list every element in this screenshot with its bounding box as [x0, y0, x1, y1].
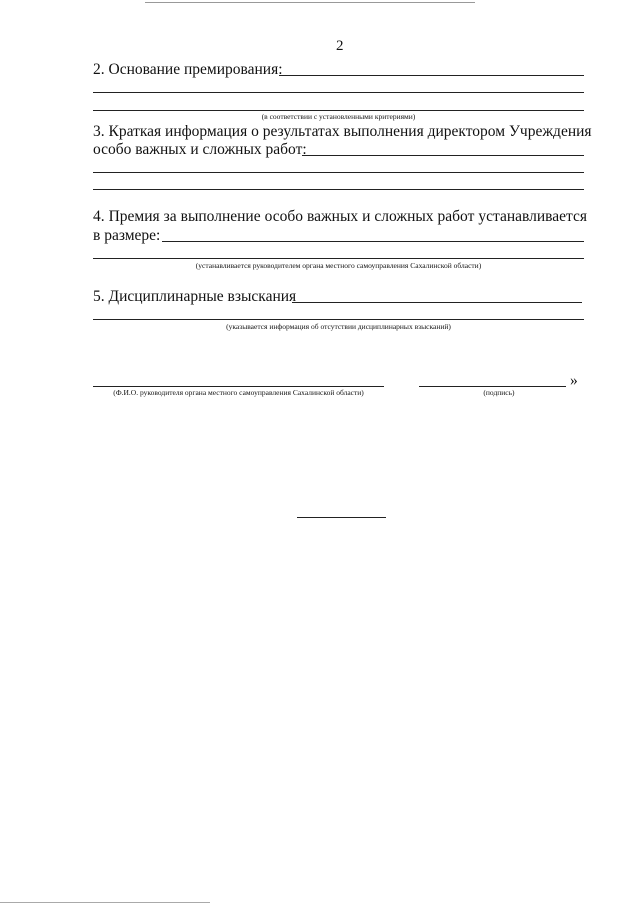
section-4-line-3 — [93, 258, 584, 259]
closing-quote-mark: » — [570, 372, 578, 389]
section-2-line-3 — [93, 110, 584, 111]
section-4-caption: (устанавливается руководителем органа местного самоуправления Сахалинской области) — [195, 261, 482, 270]
fio-caption: (Ф.И.О. руководителя органа местного самоуправления Сахалинской области) — [113, 388, 364, 397]
bottom-edge-line — [0, 902, 210, 903]
fio-line — [93, 386, 384, 387]
signature-caption: (подпись) — [483, 388, 515, 397]
top-edge-line — [145, 2, 475, 3]
section-5-caption: (указывается информация об отсутствии дисциплинарных взысканий) — [226, 322, 451, 331]
section-4-line-2: в размере: — [93, 227, 161, 244]
section-5-label: 5. Дисциплинарные взыскания — [93, 288, 297, 305]
section-4-line-1: 4. Премия за выполнение особо важных и сложных работ устанавливается — [93, 208, 587, 225]
section-3-line-2: особо важных и сложных работ: — [93, 141, 307, 158]
section-3-fill-line — [302, 155, 584, 156]
section-3-line-3 — [93, 172, 584, 173]
section-2-fill-line — [279, 75, 584, 76]
section-3-line-1: 3. Краткая информация о результатах выполнения директором Учреждения — [93, 123, 592, 140]
section-4-fill-line — [162, 241, 584, 242]
signature-line — [419, 386, 566, 387]
section-3-line-4 — [93, 189, 584, 190]
section-2-label: 2. Основание премирования: — [93, 61, 283, 78]
section-2-caption: (в соответствии с установленными критериями) — [261, 112, 416, 121]
section-5-line-2 — [93, 319, 584, 320]
end-separator-line — [297, 517, 386, 518]
section-5-fill-line — [292, 302, 582, 303]
section-2-line-2 — [93, 92, 584, 93]
page-number: 2 — [336, 38, 344, 54]
